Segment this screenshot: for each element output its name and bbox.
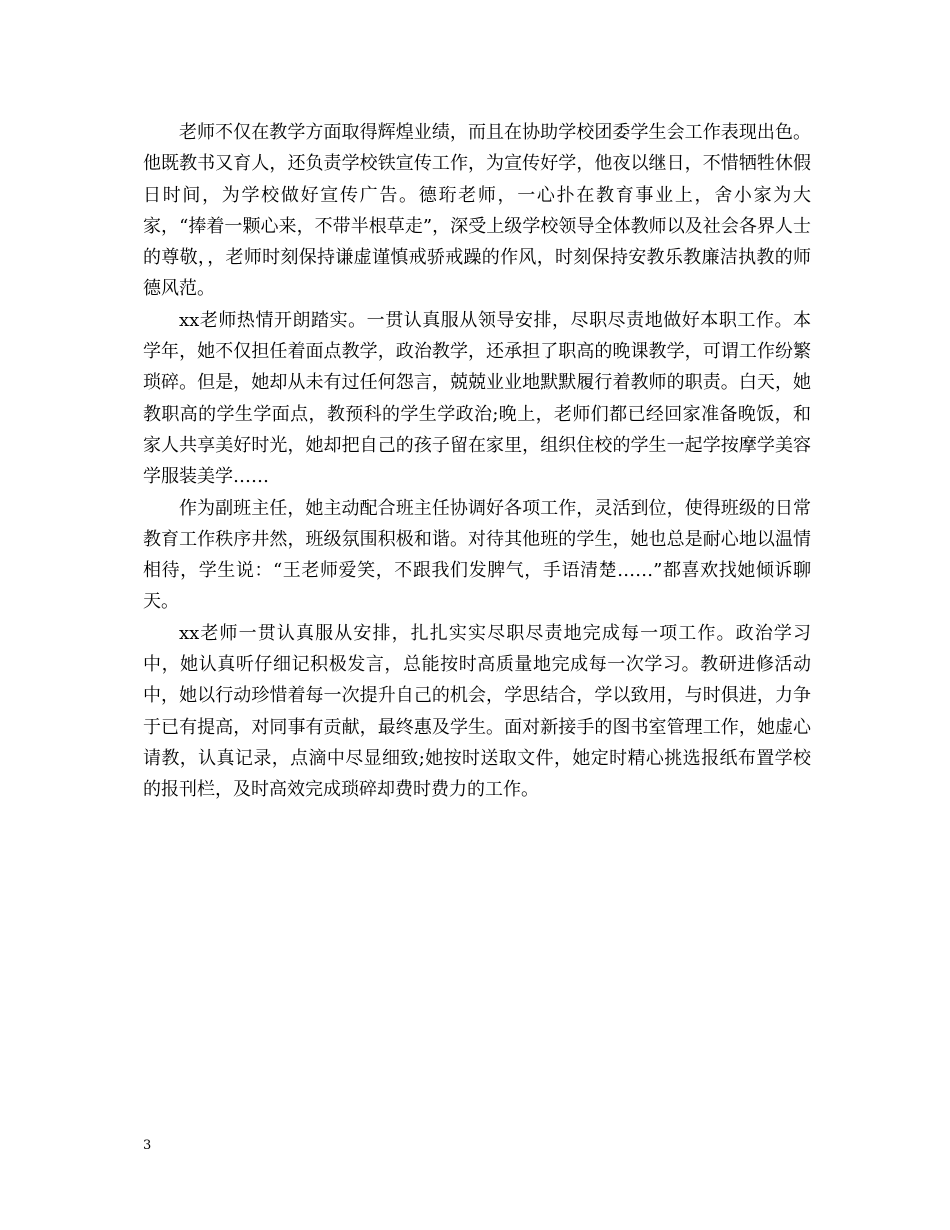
paragraph-4: xx老师一贯认真服从安排，扎扎实实尽职尽责地完成每一项工作。政治学习中，她认真听仔细记积极发言，总能按时高质量地完成每一次学习。教研进修活动中，她以行动珍惜着每一次提升自己的机会，学思结合，学以致用，与时俱进，力争于已有提高，对同事有贡献，最终惠及学生。面对新接手的图书室管理工作，她虚心请教，认真记录，点滴中尽显细致;她按时送取文件，她定时精心挑选报纸布置学校的报刊栏，及时高效完成琐碎却费时费力的工作。 xyxy=(143,622,811,801)
paragraph-1: 老师不仅在教学方面取得辉煌业绩，而且在协助学校团委学生会工作表现出色。他既教书又育人，还负责学校铁宣传工作，为宣传好学，他夜以继日，不惜牺牲休假日时间，为学校做好宣传广告。德珩老师，一心扑在教育事业上，舍小家为大家，“捧着一颗心来，不带半根草走”，深受上级学校领导全体教师以及社会各界人士的尊敬，，老师时刻保持谦虚谨慎戒骄戒躁的作风，时刻保持安教乐教廉洁执教的师德风范。 xyxy=(143,122,811,300)
document-body xyxy=(143,117,811,806)
paragraph-3: 作为副班主任，她主动配合班主任协调好各项工作，灵活到位，使得班级的日常教育工作秩序井然，班级氛围积极和谐。对待其他班的学生，她也总是耐心地以温情相待，学生说：“王老师爱笑，不跟我们发脾气，手语清楚……”都喜欢找她倾诉聊天。 xyxy=(143,497,811,613)
paragraph-2: xx老师热情开朗踏实。一贯认真服从领导安排，尽职尽责地做好本职工作。本学年，她不仅担任着面点教学，政治教学，还承担了职高的晚课教学，可谓工作纷繁琐碎。但是，她却从未有过任何怨言，兢兢业业地默默履行着教师的职责。白天，她教职高的学生学面点，教预科的学生学政治;晚上，老师们都已经回家准备晚饭，和家人共享美好时光，她却把自己的孩子留在家里，组织住校的学生一起学按摩学美容学服装美学…… xyxy=(143,309,811,488)
page-number: 3 xyxy=(143,1138,152,1153)
